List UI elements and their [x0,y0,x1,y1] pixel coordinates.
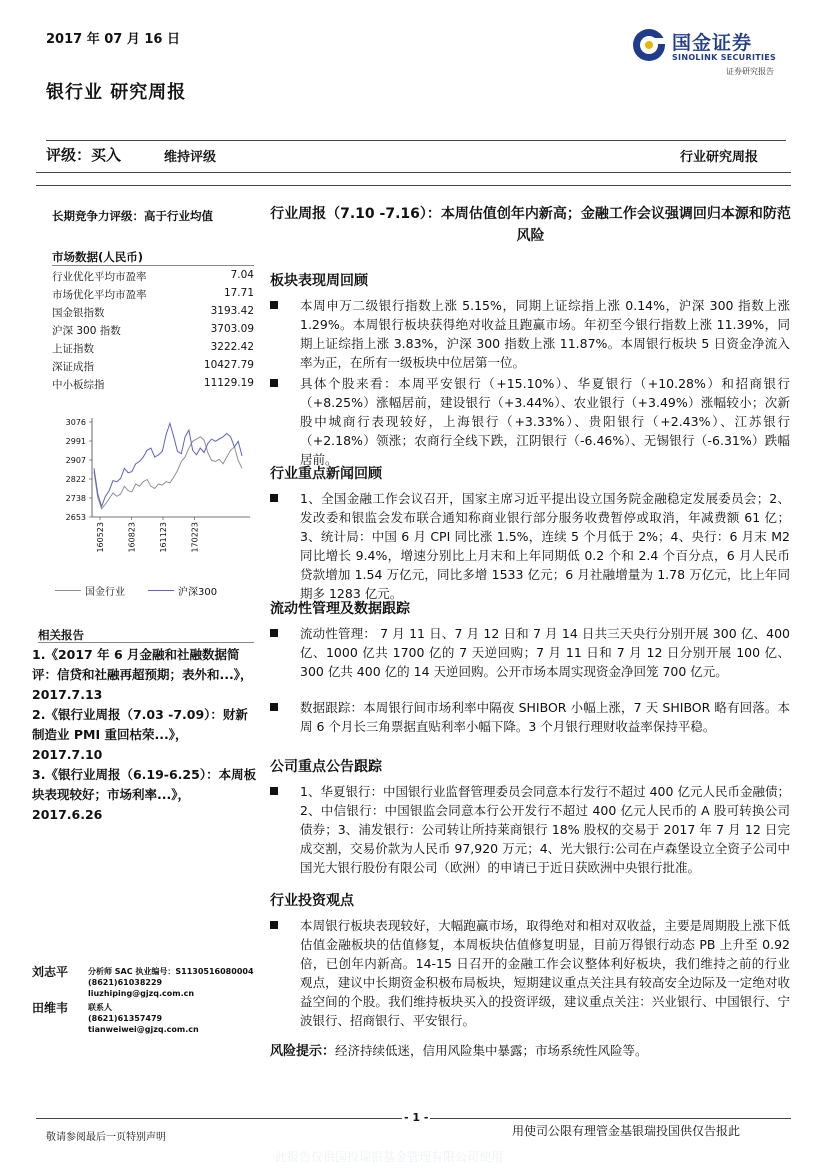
legend-item [55,583,125,598]
bullet-icon [270,379,278,387]
chart-plot [66,418,250,553]
market-label: 沪深 300 指数 [52,325,121,337]
section-heading: 流动性管理及数据跟踪 [270,601,410,617]
section-heading: 行业投资观点 [270,893,354,909]
market-row [52,323,254,338]
risk-notice [270,1040,648,1059]
market-label: 市场优化平均市盈率 [52,289,147,301]
bullet-item [270,489,790,603]
market-label: 上证指数 [52,343,94,355]
bullet-icon [270,703,278,711]
legend-item [148,583,217,598]
divider [36,185,791,186]
market-row [52,287,254,302]
bullet-text: 1、全国金融工作会议召开，国家主席习近平提出设立国务院金融稳定发展委员会；2、发改委和银监会发布联合通知称商业银行部分服务收费暂停或取消，年减费额 61 亿；3、统计局：中国 6 月 CPI 同比涨 1.5%，连续 5 个月低于 2%；4、央行：6 月末 M2 同比增长 9.4%，增速分别比上月末和上年同期低 0.2 个和 2.4 个百分点，6 月人民币贷款增加 1.54 万亿元，同比多增 1533 亿元；6 月社融增量为 1.78 万亿元，比上年同期多 1283 亿元。 [300,491,790,601]
market-value: 3193.42 [210,305,254,317]
author-name: 田维韦 [32,1001,69,1015]
bullet-item [270,296,790,372]
long-term-rating: 长期竞争力评级：高于行业均值 [52,209,213,223]
y-tick-label: 2822 [65,475,86,484]
x-tick-label: 160523 [96,522,105,553]
y-tick-label: 2738 [65,494,86,503]
author-email[interactable]: tianweiwei@gjzq.com.cn [88,1025,199,1034]
related-report-link[interactable]: 2.《银行业周报（7.03 -7.09）：财新制造业 PMI 重回枯荣...》，2017.7.10 [32,707,248,762]
divider [52,265,254,266]
author-role: 联系人 [88,1003,112,1012]
section-heading: 板块表现周回顾 [270,273,368,289]
disclaimer-note: 敬请参阅最后一页特别声明 [46,1132,166,1143]
report-date: 2017 年 07 月 16 日 [46,32,180,47]
market-value: 3222.42 [210,341,254,353]
legend-label: 国金行业 [85,587,125,598]
market-value: 10427.79 [203,359,254,371]
bullet-item [270,374,790,469]
market-row [52,305,254,320]
bullet-icon [270,494,278,502]
brand-subtitle: 证券研究报告 [726,67,774,76]
brand-name-en: SINOLINK SECURITIES [672,53,777,62]
rating-action: 维持评级 [164,150,217,165]
section-heading: 公司重点公告跟踪 [270,759,382,775]
risk-label: 风险提示： [270,1044,336,1059]
market-data-heading: 市场数据(人民币) [52,250,144,264]
x-tick-label: 160823 [127,522,137,553]
risk-text: 经济持续低迷，信用风险集中暴露；市场系统性风险等。 [335,1043,648,1058]
related-reports-heading: 相关报告 [38,628,84,642]
author-phone: (8621)61357479 [88,1014,163,1023]
x-tick-label: 170223 [190,522,200,553]
bullet-item [270,624,790,681]
legend-label: 沪深300 [178,587,218,598]
report-title: 行业周报（7.10 -7.16）：本周估值创年内新高；金融工作会议强调回归本源和防范风险 [270,206,791,244]
market-label: 行业优化平均市盈率 [52,271,147,283]
y-tick-label: 2991 [65,437,86,446]
market-value: 7.04 [230,269,254,281]
watermark: 此报告仅供国投瑞银基金管理有限公司使用 [275,1150,504,1164]
industry-title: 银行业 研究周报 [46,82,187,103]
market-row [52,341,254,356]
x-tick-label: 161123 [159,522,168,553]
market-row [52,359,254,374]
bullet-icon [270,921,278,929]
market-row [52,269,254,284]
divider [36,172,791,173]
page-number: - 1 - [404,1111,429,1124]
series-line-guojin [94,437,242,509]
related-report-link[interactable]: 3.《银行业周报（6.19-6.25）：本周板块表现较好；市场利率...》，2017.6.26 [32,767,257,822]
y-tick-label: 2907 [65,456,86,465]
report-type: 行业研究周报 [680,150,759,165]
market-label: 中小板综指 [52,379,105,391]
market-label: 深证成指 [52,361,94,373]
market-value: 11129.19 [203,377,254,389]
author-email[interactable]: liuzhiping@gjzq.com.cn [88,989,195,998]
author-info [88,966,254,999]
related-report-link[interactable]: 1.《2017 年 6 月金融和社融数据简评：信贷和社融再超预期；表外和...》，2017.7.13 [32,647,253,702]
divider [38,642,254,643]
author-info [88,1002,199,1035]
legend-swatch [55,590,81,591]
bullet-item [270,698,790,736]
author-name: 刘志平 [32,965,69,979]
rating: 评级：买入 [46,146,122,164]
brand-name-cn: 国金证券 [672,32,753,54]
section-heading: 行业重点新闻回顾 [270,466,382,482]
market-row [52,377,254,392]
index-line-chart [52,410,252,610]
bullet-icon [270,787,278,795]
series-line-hs300 [94,423,242,506]
market-value: 3703.09 [210,323,254,335]
legend-swatch [148,590,174,591]
bullet-item [270,916,790,1030]
bullet-icon [270,301,278,309]
bullet-item [270,782,790,877]
market-value: 17.71 [223,287,254,299]
divider [46,140,786,141]
brand-logo-icon [632,28,666,62]
bullet-text: 数据跟踪：本周银行间市场利率中隔夜 SHIBOR 小幅上涨，7 天 SHIBOR 略有回落。本周 6 个月长三角票据直贴利率小幅下降。3 个月银行理财收益率保持平稳。 [300,700,790,734]
y-tick-label: 3076 [65,418,86,427]
bullet-text: 1、华夏银行：中国银行业监督管理委员会同意本行发行不超过 400 亿元人民币金融债；2、中信银行：中国银监会同意本行公开发行不超过 400 亿元人民币的 A 股可转换公司债券；3、浦发银行：公司转让所持莱商银行 18% 股权的交易于 2017 年 7 月 12 日完成交割，交易价款为人民币 97,920 万元；4、光大银行:公司在卢森堡设立全资子公司中国光大银行股份有限公司（欧洲）的申请已于近日获欧洲中央银行批准。 [300,784,790,875]
market-label: 国金银指数 [52,307,105,319]
bullet-text: 流动性管理： 7 月 11 日、7 月 12 日和 7 月 14 日共三天央行分别开展 300 亿、400 亿、1000 亿共 1700 亿的 7 天逆回购；7 月 11 日和 7 月 12 日分别开展 100 亿、300 亿共 400 亿的 14 天逆回购。公开市场本周实现资金净回笼 700 亿元。 [300,626,790,679]
author-phone: (8621)61038229 [88,978,163,987]
author-role: 分析师 SAC 执业编号：S1130516080004 [88,967,254,976]
bullet-text: 具体个股来看：本周平安银行（+15.10%）、华夏银行（+10.28%）和招商银行（+8.25%）涨幅居前，建设银行（+3.44%）、农业银行（+3.49%）涨幅较小；次新股中城商行表现较好，上海银行（+3.33%）、贵阳银行（+2.43%）、江苏银行（+2.18%）领涨；农商行全线下跌，江阴银行（-6.46%）、无锡银行（-6.31%）跌幅居前。 [300,376,790,467]
bullet-text: 本周申万二级银行指数上涨 5.15%，同期上证综指上涨 0.14%，沪深 300 指数上涨 1.29%。本周银行板块获得绝对收益且跑赢市场。年初至今银行指数上涨 11.39%，同期上证综指上涨 3.83%，沪深 300 指数上涨 11.87%。本周银行板块 5 日资金净流入率为正，在所有一级板块中位居第一位。 [300,298,790,370]
bullet-icon [270,629,278,637]
y-tick-label: 2653 [65,513,86,522]
footer-notice: 用使司公限有理管金基银瑞投国供仅告报此 [512,1124,741,1138]
bullet-text: 本周银行板块表现较好，大幅跑赢市场，取得绝对和相对双收益，主要是周期股上涨下低估值金融板块的估值修复，本周板块估值修复明显，目前万得银行动态 PB 上升至 0.92 倍，已创年内新高。14-15 日召开的金融工作会议整体利好板块，我们维持之前的行业观点，建议中长期资金积极布局板块，短期建议重点关注具有较高安全边际及一定绝对收益空间的个股。我们维持板块买入的投资评级，建议重点关注：兴业银行、中国银行、宁波银行、招商银行、平安银行。 [300,918,790,1028]
